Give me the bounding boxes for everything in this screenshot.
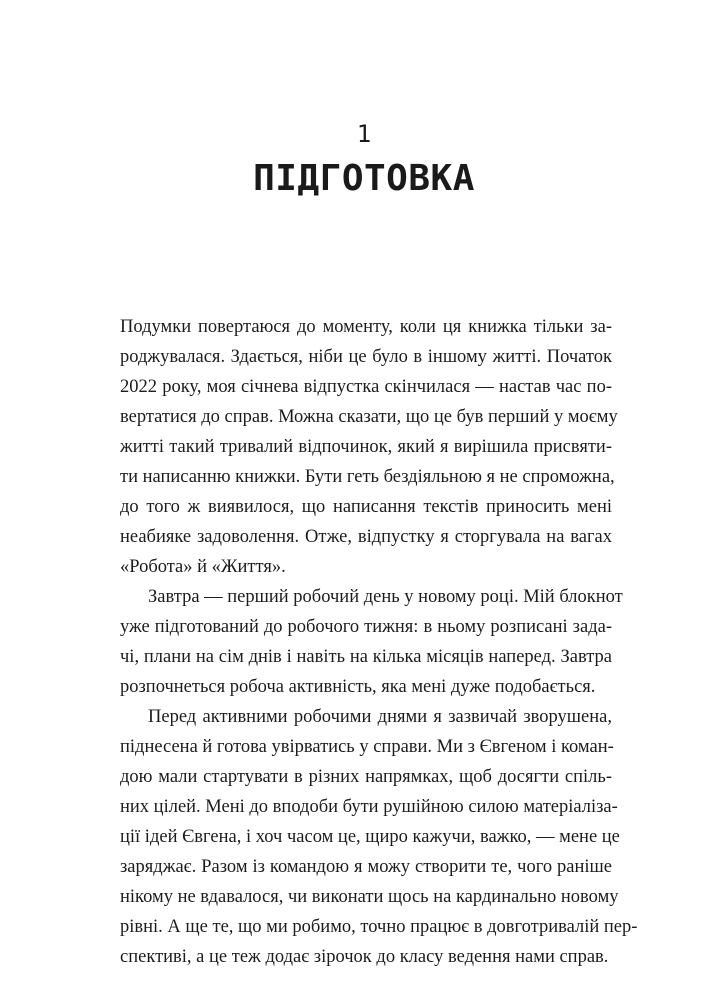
text-line: роджувалася. Здається, ніби це було в іншому житті. Початок (120, 347, 612, 367)
text-line: житті такий тривалий відпочинок, який я вирішила присвяти- (120, 437, 612, 457)
text-line: уже підготований до робочого тижня: в ньому розписані зада- (120, 617, 612, 637)
text-line: розпочнеться робоча активність, яка мені дуже подобається. (120, 677, 596, 697)
text-line: дою мали стартувати в різних напрямках, щоб досягти спіль- (120, 767, 612, 787)
text-line: неабияке задоволення. Отже, відпустку я сторгувала на вагах (120, 527, 612, 547)
text-line: Перед активними робочими днями я зазвичай зворушена, (148, 707, 612, 727)
text-line: до того ж виявилося, що написання текстів приносить мені (120, 497, 612, 517)
text-line: Подумки повертаюся до моменту, коли ця книжка тільки за- (120, 317, 612, 337)
text-line: Завтра — перший робочий день у новому році. Мій блокнот (148, 587, 623, 607)
chapter-number: 1 (356, 120, 372, 148)
text-line: рівні. А ще те, що ми робимо, точно працює в довготривалій пер- (120, 917, 638, 937)
text-line: «Робота» й «Життя». (120, 557, 286, 577)
paragraph-1 (120, 312, 618, 582)
paragraph-2 (120, 582, 623, 702)
paragraph-3 (120, 702, 638, 972)
text-line: заряджає. Разом із командою я можу створити те, чого раніше (120, 857, 612, 877)
chapter-title: ПІДГОТОВКА (253, 158, 475, 199)
text-line: чі, плани на сім днів і навіть на кілька місяців наперед. Завтра (120, 647, 612, 667)
text-line: ції ідей Євгена, і хоч часом це, щиро кажучи, важко, — мене це (120, 827, 620, 847)
text-line: ти написанню книжки. Бути геть бездіяльною я не спроможна, (120, 467, 615, 487)
text-line: вертатися до справ. Можна сказати, що це був перший у моєму (120, 407, 618, 427)
chapter-body (120, 312, 638, 972)
text-line: нікому не вдавалося, чи виконати щось на кардинально новому (120, 887, 619, 907)
text-line: 2022 року, моя січнева відпустка скінчилася — настав час по- (120, 377, 612, 397)
text-line: них цілей. Мені до вподоби бути рушійною силою матеріалізa- (120, 797, 618, 817)
text-line: піднесена й готова увірватись у справи. Ми з Євгеном і коман- (120, 737, 614, 757)
text-line: спективі, а це теж додає зірочок до класу ведення нами справ. (120, 947, 609, 967)
